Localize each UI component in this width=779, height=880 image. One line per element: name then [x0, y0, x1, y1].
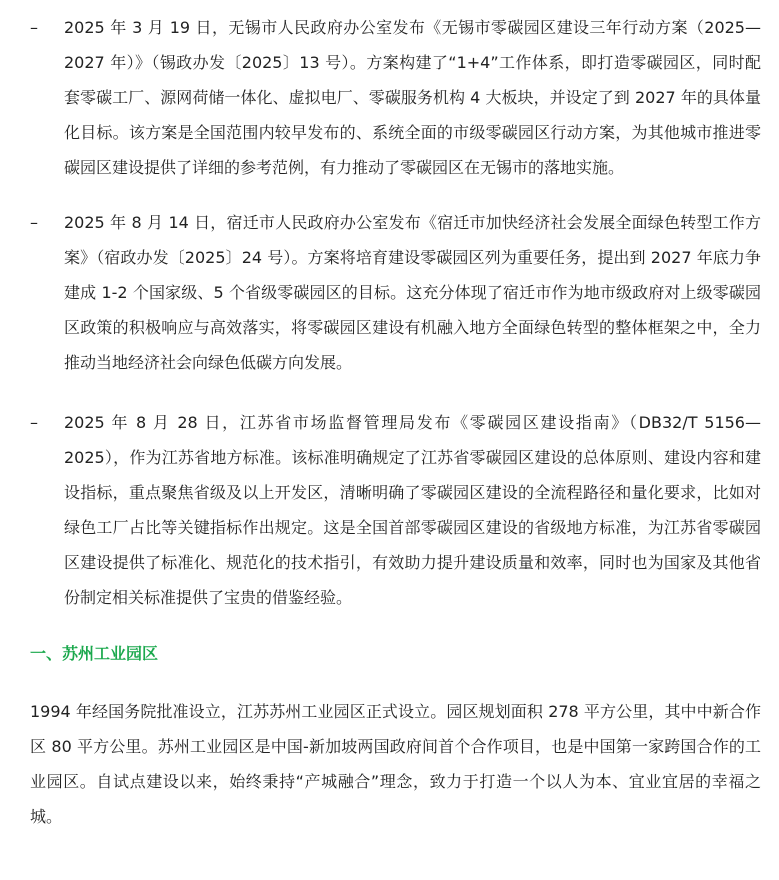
bullet-marker: – — [30, 18, 38, 37]
list-item-text: 2025 年 8 月 28 日，江苏省市场监督管理局发布《零碳园区建设指南》（DB32/T 5156—2025），作为江苏省地方标准。该标准明确规定了江苏省零碳园区建设的总体原则、建设内容和建设指标，重点聚焦省级及以上开发区，清晰明确了零碳园区建设的全流程路径和量化要求，比如对绿色工厂占比等关键指标作出规定。这是全国首部零碳园区建设的省级地方标准，为江苏省零碳园区建设提供了标准化、规范化的技术指引，有效助力提升建设质量和效率，同时也为国家及其他省份制定相关标准提供了宝贵的借鉴经验。 — [64, 413, 761, 607]
section-heading: 一、苏州工业园区 — [30, 644, 159, 663]
list-item — [0, 205, 779, 380]
bullet-marker: – — [30, 413, 38, 432]
list-item — [0, 10, 779, 185]
document-page — [0, 10, 779, 880]
list-item-text: 2025 年 3 月 19 日，无锡市人民政府办公室发布《无锡市零碳园区建设三年行动方案（2025—2027 年）》（锡政办发〔2025〕13 号）。方案构建了“1+4”工作体系，即打造零碳园区，同时配套零碳工厂、源网荷储一体化、虚拟电厂、零碳服务机构 4 大板块，并设定了到 2027 年的具体量化目标。该方案是全国范围内较早发布的、系统全面的市级零碳园区行动方案，为其他城市推进零碳园区建设提供了详细的参考范例，有力推动了零碳园区在无锡市的落地实施。 — [64, 18, 761, 177]
bullet-marker: – — [30, 213, 38, 232]
list-item-text: 2025 年 8 月 14 日，宿迁市人民政府办公室发布《宿迁市加快经济社会发展全面绿色转型工作方案》（宿政办发〔2025〕24 号）。方案将培育建设零碳园区列为重要任务，提出到 2027 年底力争建成 1-2 个国家级、5 个省级零碳园区的目标。这充分体现了宿迁市作为地市级政府对上级零碳园区政策的积极响应与高效落实，将零碳园区建设有机融入地方全面绿色转型的整体框架之中，全力推动当地经济社会向绿色低碳方向发展。 — [64, 213, 761, 372]
section-body-paragraph: 1994 年经国务院批准设立，江苏苏州工业园区正式设立。园区规划面积 278 平方公里，其中中新合作区 80 平方公里。苏州工业园区是中国-新加坡两国政府间首个合作项目，也是中国第一家跨国合作的工业园区。自试点建设以来，始终秉持“产城融合”理念，致力于打造一个以人为本、宜业宜居的幸福之城。 — [30, 702, 761, 826]
list-item — [0, 405, 779, 615]
